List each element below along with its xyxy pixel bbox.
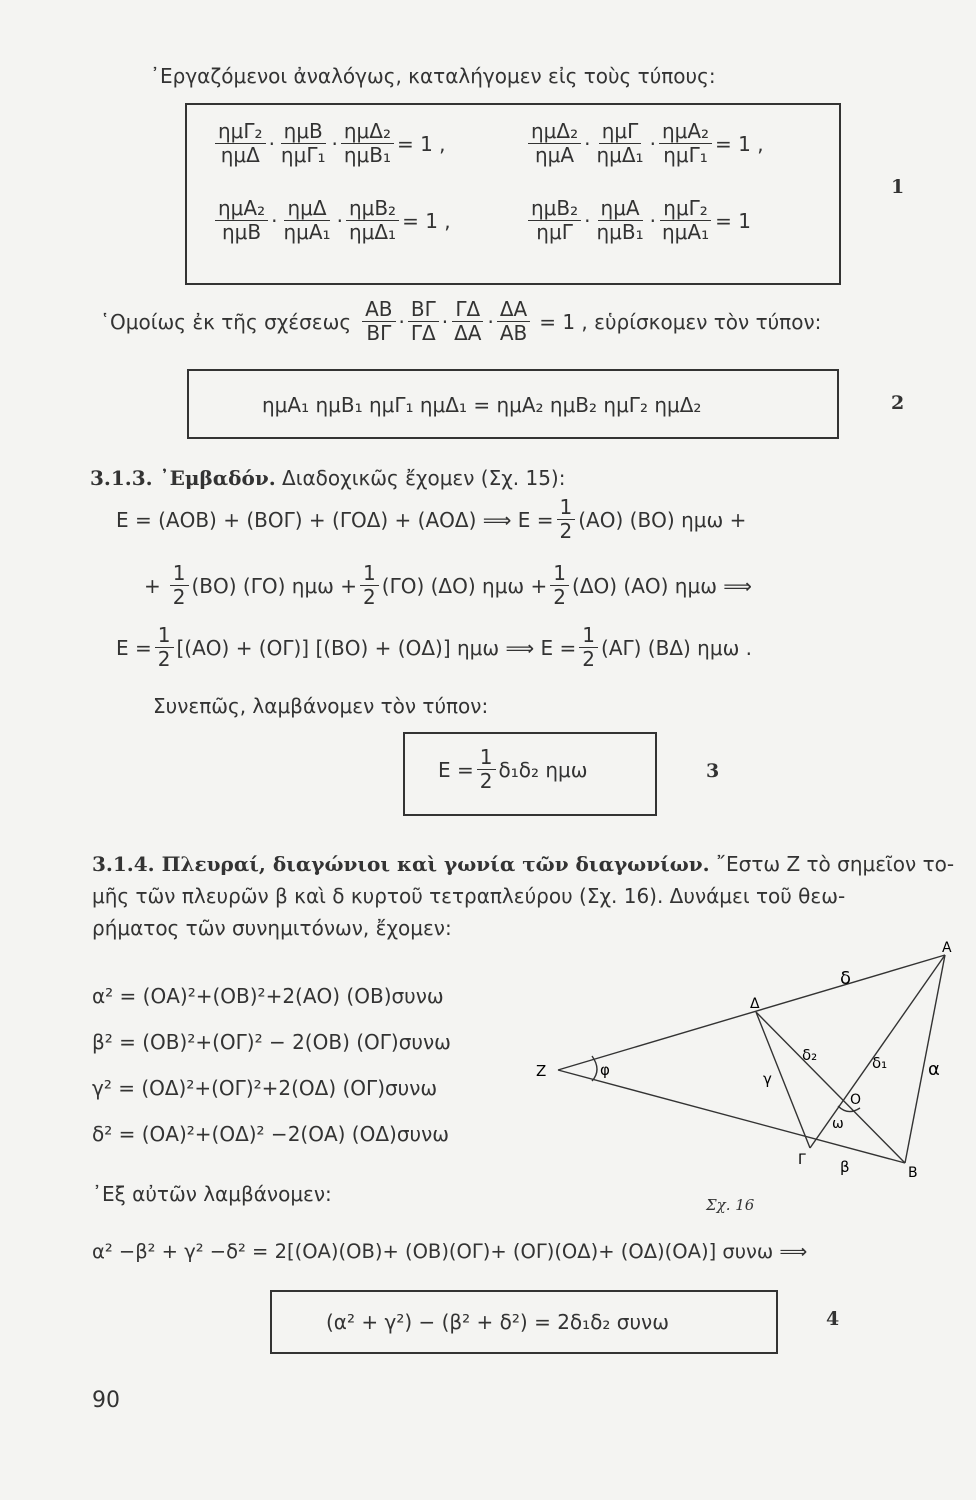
label-A: Α [942, 940, 952, 956]
equation-alpha: α² = (ΟΑ)²+(ΟΒ)²+2(ΑΟ) (ΟΒ)συνω [92, 984, 444, 1008]
area-line-1: Ε = (ΑΟΒ) + (ΒΟΓ) + (ΓΟΔ) + (ΑΟΔ) ⟹ Ε = $\frac{1}{2}$ (ΑΟ) (ΒΟ) ημω + [116, 495, 747, 543]
section-3-1-3: 3.1.3. ᾿Εμβαδόν. Διαδοχικῶς ἔχομεν (Σχ. 15): [90, 466, 566, 490]
label-O: Ο [850, 1092, 862, 1108]
label-B: Β [908, 1165, 918, 1181]
formula-1a: ημΓ₂ ημΔ · ημΒ ημΓ₁ · ημΔ₂ ημΒ₁ = 1 , [212, 120, 446, 167]
label-Z: Ζ [536, 1062, 547, 1080]
label-d1: δ₁ [872, 1054, 888, 1072]
page-number: 90 [92, 1388, 120, 1413]
formula-number-3: 3 [706, 760, 720, 782]
figure-caption: Σχ. 16 [706, 1196, 755, 1214]
label-phi: φ [600, 1061, 610, 1079]
section-3-1-4-line-2: μῆς τῶν πλευρῶν β καὶ δ κυρτοῦ τετραπλεύρου (Σχ. 16). Δυνάμει τοῦ θεω- [92, 884, 846, 908]
equation-delta: δ² = (ΟΑ)²+(ΟΔ)² −2(ΟΑ) (ΟΔ)συνω [92, 1122, 450, 1146]
therefore-text: Συνεπῶς, λαμβάνομεν τὸν τύπον: [153, 694, 489, 718]
formula-3: Ε = $\frac{1}{2}$ δ₁δ₂ ημω [438, 745, 588, 793]
formula-1c: ημΑ₂ ημΒ · ημΔ ημΑ₁ · ημΒ₂ ημΔ₁ = 1 , [212, 197, 451, 244]
formula-1b: ημΔ₂ ημΑ · ημΓ ημΔ₁ · ημΑ₂ ημΓ₁ = 1 , [525, 120, 764, 167]
diagonal-d1-line [810, 955, 945, 1148]
long-equation: α² −β² + γ² −δ² = 2[(ΟΑ)(ΟΒ)+ (ΟΒ)(ΟΓ)+ (ΟΓ)(ΟΔ)+ (ΟΔ)(ΟΑ)] συνω ⟹ [92, 1240, 808, 1263]
label-alpha: α [928, 1059, 940, 1080]
section-3-1-4-line-3: ρήματος τῶν συνημιτόνων, ἔχομεν: [92, 916, 452, 940]
diagonal-d2-line [756, 1012, 905, 1163]
label-D: Δ [750, 996, 760, 1012]
label-delta: δ [840, 968, 852, 989]
intro-text: ᾿Εργαζόμενοι ἀναλόγως, καταλήγομεν εἰς τοὺς τύπους: [150, 64, 716, 88]
formula-4: (α² + γ²) − (β² + δ²) = 2δ₁δ₂ συνω [326, 1310, 669, 1334]
side-delta-line [558, 955, 945, 1070]
label-beta: β [840, 1158, 850, 1176]
formula-1d: ημΒ₂ ημΓ · ημΑ ημΒ₁ · ημΓ₂ ημΑ₁ = 1 [525, 197, 751, 244]
equation-beta: β² = (ΟΒ)²+(ΟΓ)² − 2(ΟΒ) (ΟΓ)συνω [92, 1030, 451, 1054]
formula-number-1: 1 [891, 176, 905, 198]
figure-16 [520, 930, 960, 1210]
equation-gamma: γ² = (ΟΔ)²+(ΟΓ)²+2(ΟΔ) (ΟΓ)συνω [92, 1076, 438, 1100]
section-3-1-4-line-1: 3.1.4. Πλευραί, διαγώνιοι καὶ γωνία τῶν διαγωνίων. ῎Εστω Ζ τὸ σημεῖον το- [92, 852, 955, 876]
area-line-3: Ε = $\frac{1}{2}$ [(ΑΟ) + (ΟΓ)] [(ΒΟ) + (ΟΔ)] ημω ⟹ Ε = $\frac{1}{2}$ (ΑΓ) (ΒΔ) ημω . [116, 623, 753, 671]
label-gamma: γ [763, 1070, 772, 1088]
similar-relation: ῾Ομοίως ἐκ τῆς σχέσεως ΑΒ ΒΓ · ΒΓ ΓΔ · ΓΔ ΔΑ · $\frac{\Delta A}{AB}$ = 1 , εὑρίσκομεν τὸν τύπον: [100, 297, 822, 345]
label-omega: ω [832, 1116, 844, 1132]
side-beta-line [558, 1070, 905, 1163]
from-these-text: ᾿Εξ αὐτῶν λαμβάνομεν: [92, 1182, 332, 1206]
area-line-2: + $\frac{1}{2}$ (ΒΟ) (ΓΟ) ημω + $\frac{1}{2}$ (ΓΟ) (ΔΟ) ημω + $\frac{1}{2}$ (ΔΟ) (ΑΟ) ημω ⟹ [144, 561, 752, 609]
formula-number-2: 2 [891, 392, 905, 414]
label-d2: δ₂ [802, 1046, 818, 1064]
formula-2: ημΑ₁ ημΒ₁ ημΓ₁ ημΔ₁ = ημΑ₂ ημΒ₂ ημΓ₂ ημΔ₂ [262, 393, 702, 417]
formula-number-4: 4 [826, 1308, 840, 1330]
label-G: Γ [798, 1152, 806, 1168]
